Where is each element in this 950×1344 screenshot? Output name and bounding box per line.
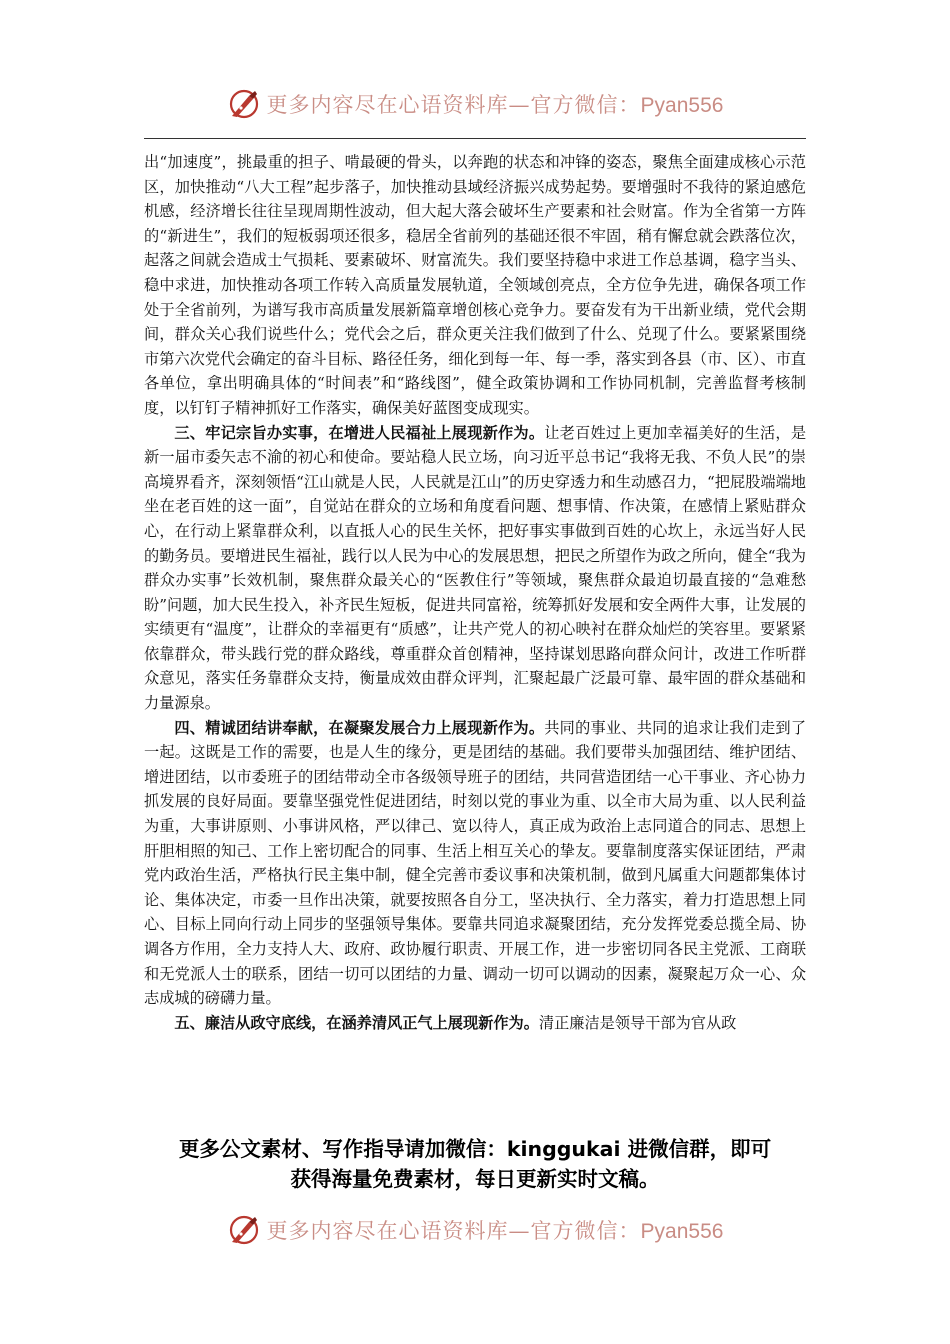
document-body [144,150,806,1035]
section-5-heading: 五、廉洁从政守底线，在涵养清风正气上展现新作为。 [174,1013,539,1032]
section-3-text: 让老百姓过上更加幸福美好的生活，是新一届市委矢志不渝的初心和使命。要站稳人民立场，向习近平总书记“我将无我、不负人民”的崇高境界看齐，深刻领悟“江山就是人民，人民就是江山”的历史穿透力和生动感召力，“把屁股端端地坐在老百姓的这一面”，自觉站在群众的立场和角度看问题、想事情、作决策，在感情上紧贴群众心，在行动上紧靠群众利，以直抵人心的民生关怀，把好事实事做到百姓的心坎上，永远当好人民的勤务员。要增进民生福祉，践行以人民为中心的发展思想，把民之所望作为政之所向，健全“我为群众办实事”长效机制，聚焦群众最关心的“医教住行”等领域，聚焦群众最迫切最直接的“急难愁盼”问题，加大民生投入，补齐民生短板，促进共同富裕，统筹抓好发展和安全两件大事，让发展的实绩更有“温度”，让群众的幸福更有“质感”，让共产党人的初心映衬在群众灿烂的笑容里。要紧紧依靠群众，带头践行党的群众路线，尊重群众首创精神，坚持谋划思路向群众问计，改进工作听群众意见，落实任务靠群众支持，衡量成效由群众评判，汇聚起最广泛最可靠、最牢固的群众基础和力量源泉。 [144,423,807,713]
section-4-heading: 四、精诚团结讲奉献，在凝聚发展合力上展现新作为。 [174,718,545,737]
header-wechat-id: Pyan556 [640,94,724,117]
footer-banner-caption: 更多内容尽在心语资料库—官方微信： [266,1219,641,1243]
footer-banner [0,1208,950,1252]
pen-nib-logo-icon [227,1213,261,1247]
section-3-heading: 三、牢记宗旨办实事，在增进人民福祉上展现新作为。 [174,423,545,442]
header-banner-text [267,89,724,119]
header-banner [0,82,950,126]
paragraph-section-5 [144,1011,806,1036]
paragraph-continuation: 出“加速度”，挑最重的担子、啃最硬的骨头，以奔跑的状态和冲锋的姿态，聚焦全面建成核心示范区，加快推动“八大工程”起步落子，加快推动县域经济振兴成势起势。要增强时不我待的紧迫感危机感，经济增长往往呈现周期性波动，但大起大落会破坏生产要素和社会财富。作为全省第一方阵的“新进生”，我们的短板弱项还很多，稳居全省前列的基础还很不牢固，稍有懈怠就会跌落位次，起落之间就会造成士气损耗、要素破坏、财富流失。我们要坚持稳中求进工作总基调，稳字当头、稳中求进，加快推动各项工作转入高质量发展轨道，全领域创亮点，全方位争先进，确保各项工作处于全省前列，为谱写我市高质量发展新篇章增创核心竞争力。要奋发有为干出新业绩，党代会期间，群众关心我们说些什么；党代会之后，群众更关注我们做到了什么、兑现了什么。要紧紧围绕市第六次党代会确定的奋斗目标、路径任务，细化到每一年、每一季，落实到各县（市、区）、市直各单位，拿出明确具体的“时间表”和“路线图”，健全政策协调和工作协同机制，完善监督考核制度，以钉钉子精神抓好工作落实，确保美好蓝图变成现实。 [144,153,806,417]
promo-line-1: 更多公文素材、写作指导请加微信：kinggukai 进微信群，即可 [178,1137,772,1161]
section-4-text: 共同的事业、共同的追求让我们走到了一起。这既是工作的需要，也是人生的缘分，更是团结的基础。我们要带头加强团结、维护团结、增进团结，以市委班子的团结带动全市各级领导班子的团结，共同营造团结一心干事业、齐心协力抓发展的良好局面。要靠坚强党性促进团结，时刻以党的事业为重、以全市大局为重、以人民利益为重，大事讲原则、小事讲风格，严以律己、宽以待人，真正成为政治上志同道合的同志、思想上肝胆相照的知己、工作上密切配合的同事、生活上相互关心的挚友。要靠制度落实保证团结，严肃党内政治生活，严格执行民主集中制，健全完善市委议事和决策机制，做到凡属重大问题都集体讨论、集体决定，市委一旦作出决策，就要按照各自分工，坚决执行、全力落实，着力打造思想上同心、目标上同向行动上同步的坚强领导集体。要靠共同追求凝聚团结，充分发挥党委总揽全局、协调各方作用，全力支持人大、政府、政协履行职责、开展工作，进一步密切同各民主党派、工商联和无党派人士的联系，团结一切可以团结的力量、调动一切可以调动的因素，凝聚起万众一心、众志成城的磅礴力量。 [144,718,807,1008]
pen-nib-logo-icon [227,87,261,121]
paragraph-section-4 [144,716,806,1011]
section-5-text: 清正廉洁是领导干部为官从政 [538,1013,737,1032]
promo-notice [120,1134,830,1194]
promo-line-2: 获得海量免费素材，每日更新实时文稿。 [290,1167,660,1191]
footer-banner-text [267,1215,724,1245]
header-rule [144,138,806,139]
header-banner-caption: 更多内容尽在心语资料库—官方微信： [266,93,641,117]
paragraph-section-3 [144,421,806,716]
footer-wechat-id: Pyan556 [640,1220,724,1243]
